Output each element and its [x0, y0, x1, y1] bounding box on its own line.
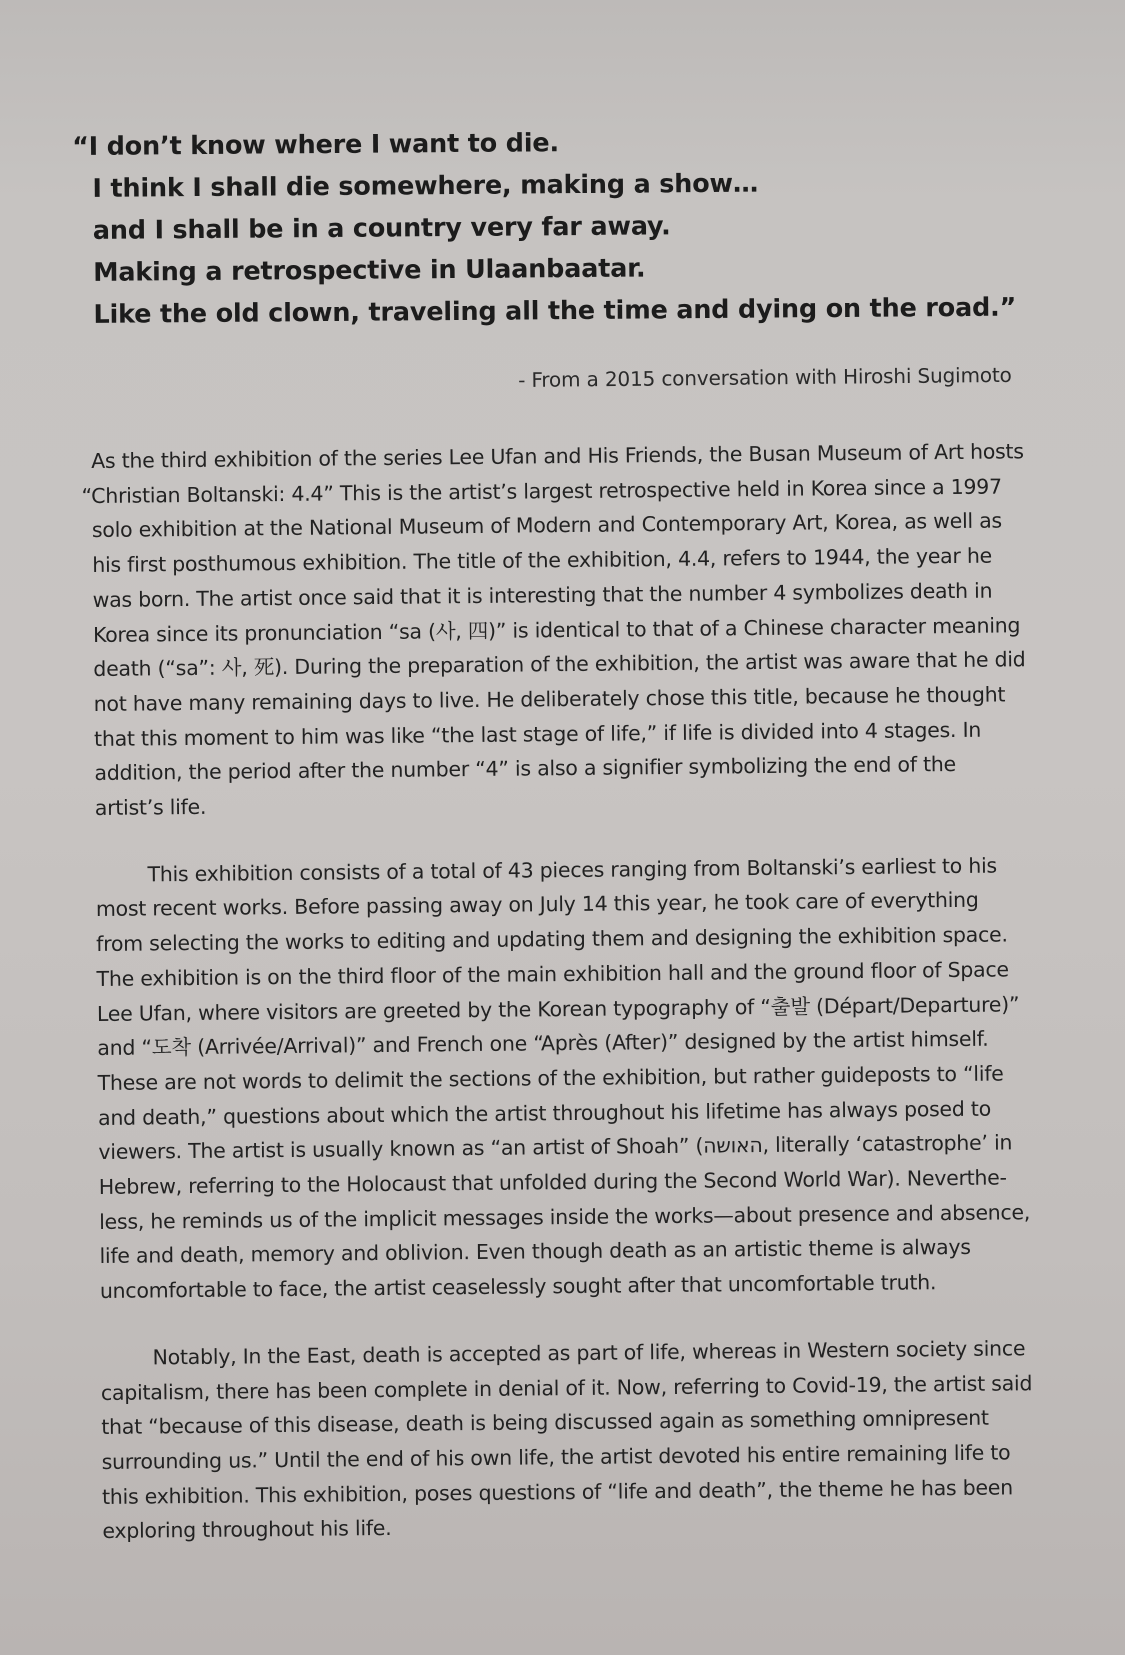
text-line: that this moment to him was like “the last stage of life,” if life is divided into 4 stages. In — [93, 717, 982, 751]
text-line: this exhibition. This exhibition, poses questions of “life and death”, the theme he has been — [101, 1475, 1014, 1509]
text-line: artist’s life. — [94, 794, 207, 821]
quote-line: “I don’t know where I want to die. — [72, 128, 560, 162]
quote-line: Like the old clown, traveling all the time and dying on the road.” — [93, 292, 1017, 330]
text-line: addition, the period after the number “4” is also a signifier symbolizing the end of the — [94, 752, 957, 786]
text-line: that “because of this disease, death is being discussed again as something omnipresent — [101, 1405, 989, 1440]
text-line: “Christian Boltanski: 4.4” This is the artist’s largest retrospective held in Korea since a 1997 — [81, 474, 1002, 508]
text-line: and “도착 (Arrivée/Arrival)” and French one “Après (After)” designed by the artist himself. — [97, 1026, 989, 1061]
quote-line: Making a retrospective in Ulaanbaatar. — [93, 253, 646, 288]
exhibition-description — [81, 434, 1103, 1582]
paragraph-works — [95, 847, 1100, 1309]
text-line: life and death, memory and oblivion. Even though death as an artistic theme is always — [99, 1235, 971, 1269]
artist-quote — [72, 118, 1074, 336]
text-line: solo exhibition at the National Museum of Modern and Contemporary Art, Korea, as well as — [91, 508, 1003, 543]
text-line: Korea since its pronunciation “sa (사, 四)” is identical to that of a Chinese character meaning — [92, 612, 1021, 647]
text-line: capitalism, there has been complete in denial of it. Now, referring to Covid-19, the artist said — [100, 1370, 1033, 1405]
text-line: less, he reminds us of the implicit messages inside the works—about presence and absence, — [99, 1199, 1031, 1234]
quote-line: and I shall be in a country very far away. — [92, 211, 671, 246]
text-line: uncomfortable to face, the artist ceaselessly sought after that uncomfortable truth. — [99, 1270, 937, 1304]
text-line: most recent works. Before passing away on July 14 this year, he took care of everything — [95, 888, 979, 922]
text-line: As the third exhibition of the series Lee Ufan and His Friends, the Busan Museum of Art hosts — [91, 439, 1024, 473]
quote-line: I think I shall die somewhere, making a show… — [92, 168, 759, 204]
text-line: This exhibition consists of a total of 43 pieces ranging from Boltanski’s earliest to his — [147, 853, 998, 887]
text-line: not have many remaining days to live. He deliberately chose this title, because he thought — [93, 682, 1006, 716]
text-line: exploring throughout his life. — [102, 1516, 392, 1544]
text-line: Notably, In the East, death is accepted as part of life, whereas in Western society since — [152, 1336, 1026, 1370]
quote-attribution: - From a 2015 conversation with Hiroshi Sugimoto — [518, 362, 1012, 392]
text-line: was born. The artist once said that it is interesting that the number 4 symbolizes death in — [92, 578, 993, 612]
text-line: and death,” questions about which the artist throughout his lifetime has always posed to — [97, 1096, 992, 1130]
text-line: These are not words to delimit the sections of the exhibition, but rather guideposts to “life — [97, 1061, 1004, 1095]
paragraph-conclusion — [100, 1330, 1102, 1549]
text-line: Hebrew, referring to the Holocaust that unfolded during the Second World War). Neverthe- — [98, 1165, 1007, 1200]
text-line: from selecting the works to editing and updating them and designing the exhibition space. — [96, 922, 1008, 957]
text-line: his first posthumous exhibition. The title of the exhibition, 4.4, refers to 1944, the year he — [92, 543, 993, 578]
text-line: Lee Ufan, where visitors are greeted by the Korean typography of “출발 (Départ/Departure)” — [96, 991, 1020, 1026]
text-line: surrounding us.” Until the end of his own life, the artist devoted his entire remaining life to — [101, 1440, 1011, 1474]
text-line: death (“sa”: 사, 死). During the preparation of the exhibition, the artist was aware that he did — [93, 647, 1026, 682]
paragraph-introduction — [81, 434, 1095, 826]
text-line: The exhibition is on the third floor of the main exhibition hall and the ground floor of Space — [96, 957, 1009, 991]
text-line: viewers. The artist is usually known as “an artist of Shoah” (האושה, literally ‘catastrophe’ in — [98, 1130, 1013, 1165]
